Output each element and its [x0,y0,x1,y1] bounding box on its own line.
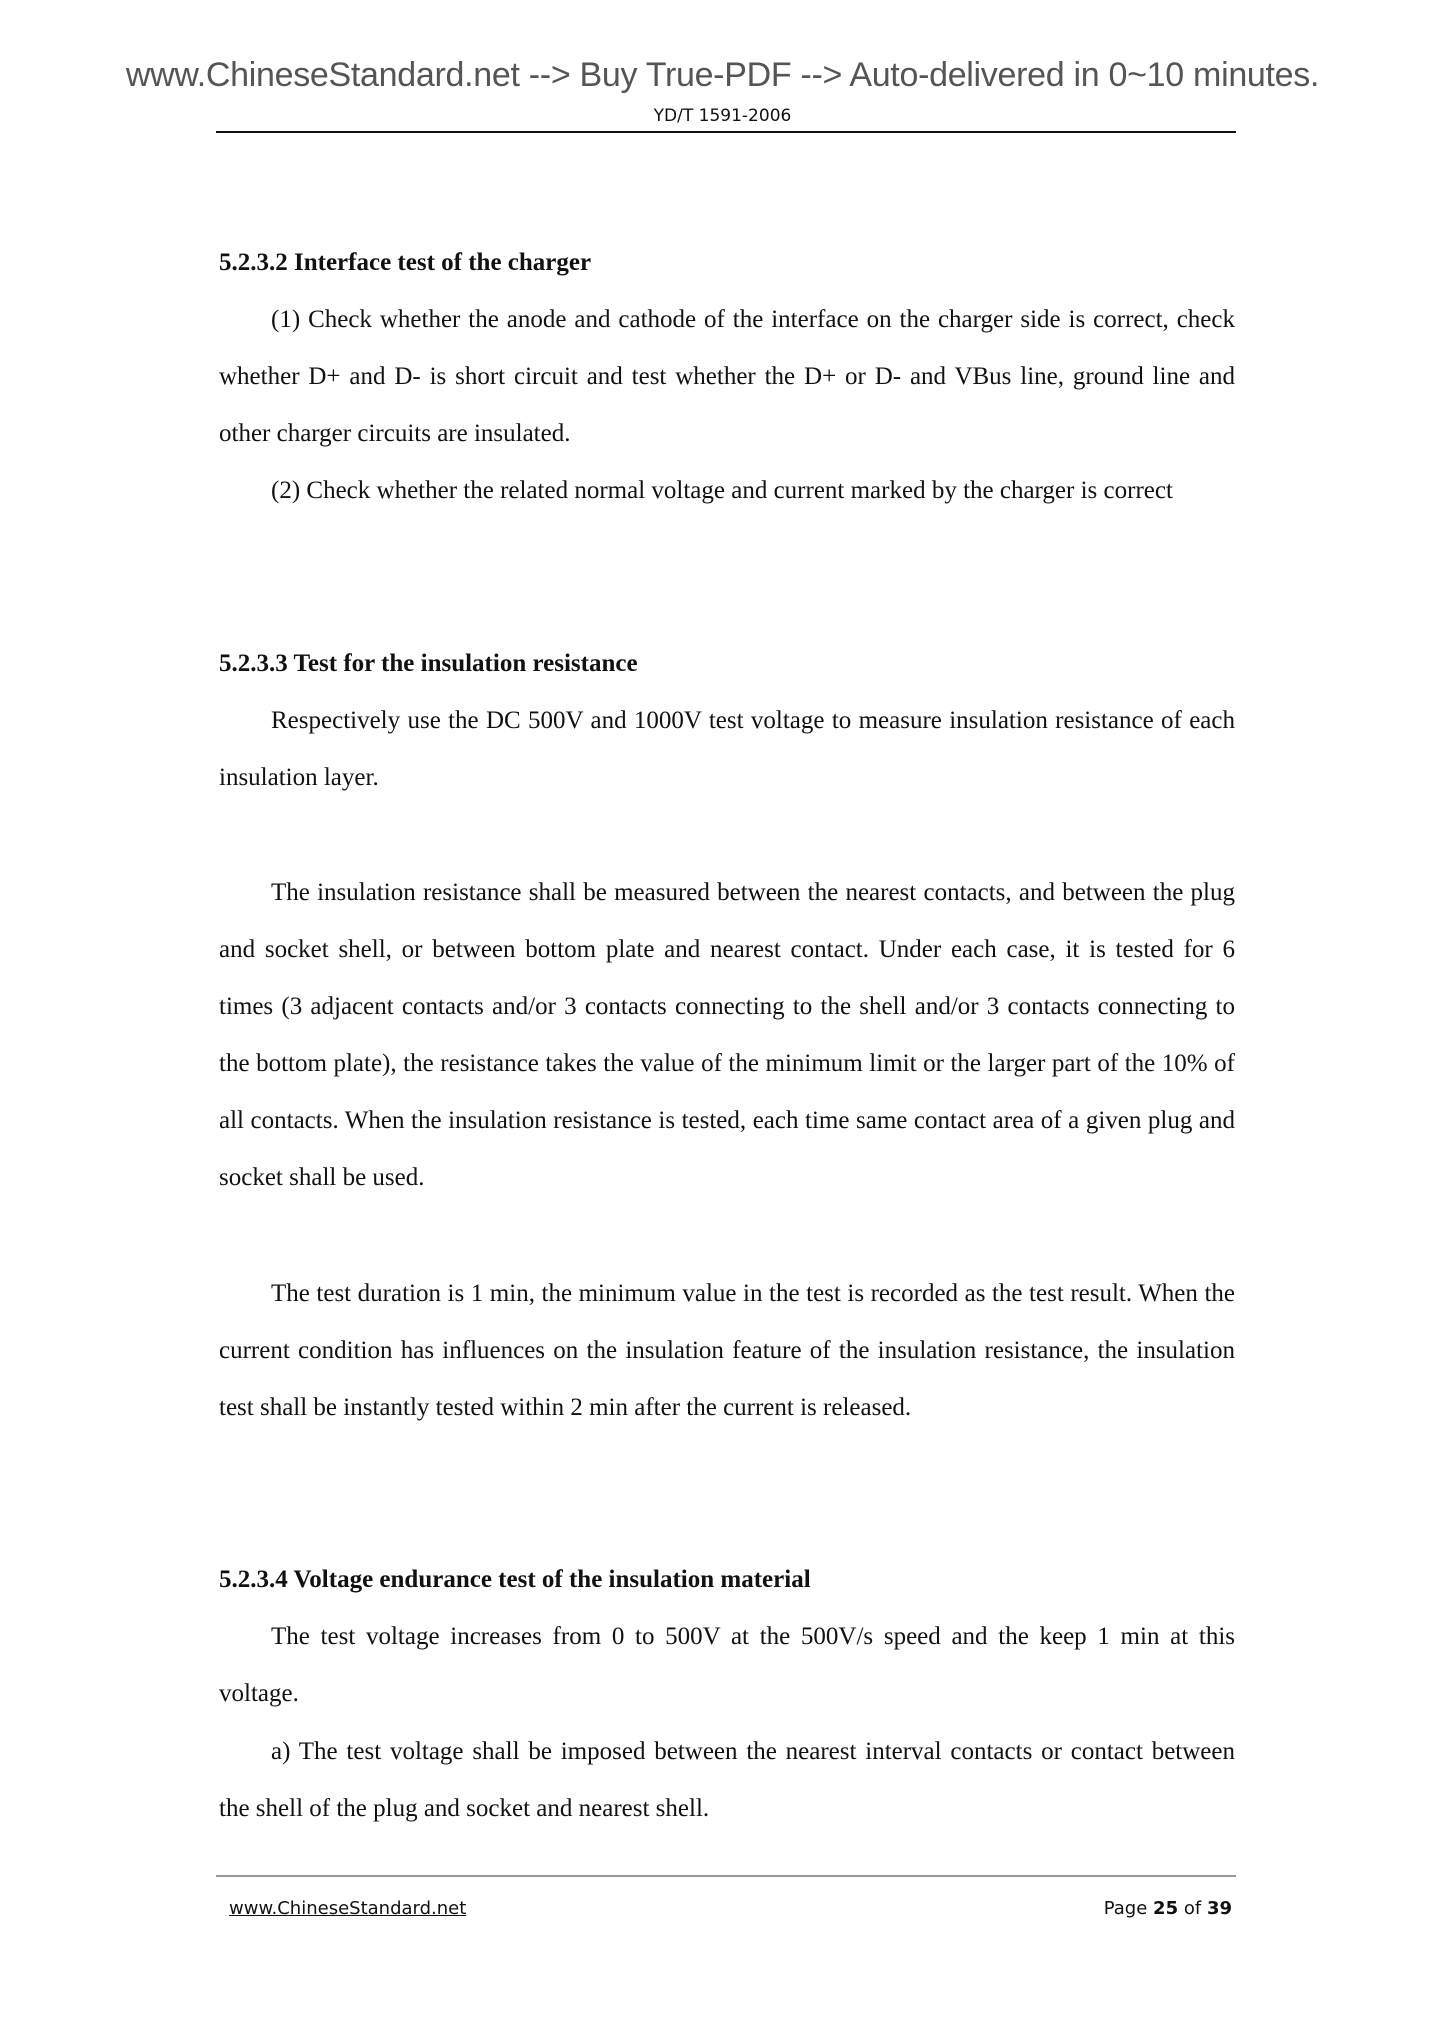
paragraph: a) The test voltage shall be imposed between the nearest interval contacts or contact between the shell of the plug and socket and nearest shell. [219,1738,1235,1822]
paragraph: (2) Check whether the related normal voltage and current marked by the charger is correct [271,477,1173,504]
page-label: Page [1103,1898,1148,1919]
paragraph: The insulation resistance shall be measured between the nearest contacts, and between the plug and socket shell, or between bottom plate and nearest contact. Under each case, it is tested for 6 times (3 adjacent contacts and/or 3 contacts connecting to the shell and/or 3 contacts connecting to the bottom plate), the resistance takes the value of the minimum limit or the larger part of the 10% of all contacts. When the insulation resistance is tested, each time same contact area of a given plug and socket shall be used. [219,879,1235,1191]
paragraph: (1) Check whether the anode and cathode of the interface on the charger side is correct, check whether D+ and D- is short circuit and test whether the D+ or D- and VBus line, ground line and other charger circuits are insulated. [219,306,1235,447]
header-rule [216,131,1236,133]
paragraph: The test duration is 1 min, the minimum value in the test is recorded as the test result. When the current condition has influences on the insulation feature of the insulation resistance, the insulation test shall be instantly tested within 2 min after the current is released. [219,1280,1235,1421]
footer-rule [216,1875,1236,1877]
section-heading: 5.2.3.2 Interface test of the charger [219,249,592,276]
section-heading: 5.2.3.4 Voltage endurance test of the insulation material [219,1566,811,1593]
section-heading: 5.2.3.3 Test for the insulation resistance [219,650,638,677]
paragraph: Respectively use the DC 500V and 1000V test voltage to measure insulation resistance of each insulation layer. [219,707,1235,791]
page-of: of [1183,1898,1202,1919]
paragraph: The test voltage increases from 0 to 500V at the 500V/s speed and the keep 1 min at this voltage. [219,1623,1235,1707]
page-total: 39 [1206,1898,1232,1919]
document-id: YD/T 1591-2006 [653,106,792,126]
footer-website-link[interactable]: www.ChineseStandard.net [229,1898,467,1919]
page-number [1104,1898,1232,1919]
promo-banner: www.ChineseStandard.net --> Buy True-PDF --> Auto-delivered in 0~10 minutes. [125,56,1320,94]
page-current: 25 [1153,1898,1179,1919]
